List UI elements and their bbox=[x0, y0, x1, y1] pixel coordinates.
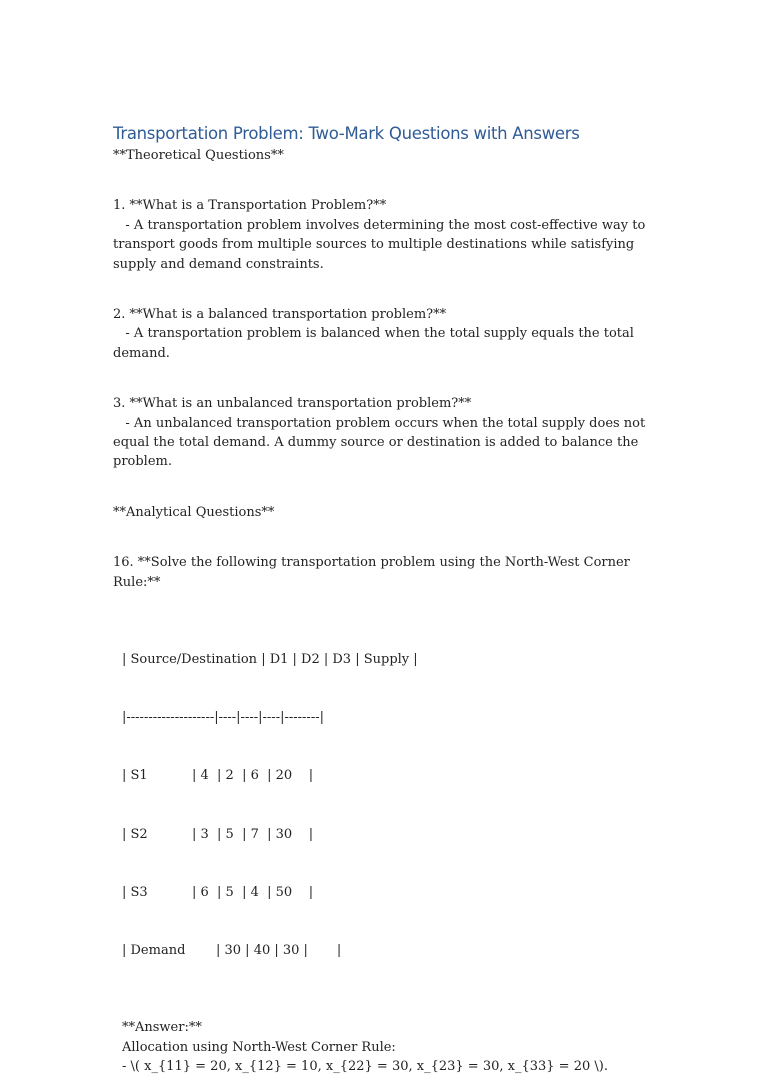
document-content bbox=[113, 122, 658, 1076]
answer-3: - An unbalanced transportation problem occurs when the total supply does not equal the total demand. A dummy source or destination is added to balance the problem. bbox=[113, 415, 650, 470]
answer-2: - A transportation problem is balanced when the total supply equals the total demand. bbox=[113, 326, 639, 361]
row-values: | 6 | 5 | 4 | 50 | bbox=[192, 884, 314, 900]
row-label: | S1 bbox=[122, 768, 148, 784]
question-2: 2. **What is a balanced transportation problem?** bbox=[113, 307, 447, 323]
answer-block bbox=[113, 1018, 658, 1076]
row-label: | Demand bbox=[122, 943, 186, 958]
question-1: 1. **What is a Transportation Problem?** bbox=[113, 198, 387, 214]
table-row bbox=[122, 766, 658, 785]
analytical-heading: **Analytical Questions** bbox=[113, 504, 275, 520]
table-header-row: | Source/Destination | D1 | D2 | D3 | Supply | bbox=[122, 651, 418, 667]
theoretical-heading: **Theoretical Questions** bbox=[113, 148, 284, 163]
row-label: | S3 bbox=[122, 884, 148, 900]
table-row bbox=[122, 825, 658, 844]
table-separator-row: |--------------------|----|----|----|--------| bbox=[122, 710, 324, 726]
document-title: Transportation Problem: Two-Mark Questions with Answers bbox=[113, 124, 580, 143]
answer-line-2: - \( x_{11} = 20, x_{12} = 10, x_{22} = 30, x_{23} = 30, x_{33} = 20 \). bbox=[122, 1059, 608, 1075]
question-3: 3. **What is an unbalanced transportation problem?** bbox=[113, 396, 472, 412]
cost-table bbox=[113, 611, 658, 999]
row-values: | 4 | 2 | 6 | 20 | bbox=[192, 768, 314, 784]
table-row bbox=[122, 883, 658, 902]
answer-line-1: Allocation using North-West Corner Rule: bbox=[122, 1039, 396, 1055]
row-values: | 30 | 40 | 30 | | bbox=[216, 943, 342, 958]
row-label: | S2 bbox=[122, 826, 148, 842]
row-values: | 3 | 5 | 7 | 30 | bbox=[192, 826, 314, 842]
question-16: 16. **Solve the following transportation problem using the North-West Corner Rule:** bbox=[113, 555, 635, 590]
answer-1: - A transportation problem involves determining the most cost-effective way to transport goods from multiple sources to multiple destinations while satisfying supply and demand constraints. bbox=[113, 217, 650, 272]
answer-label: **Answer:** bbox=[122, 1020, 202, 1036]
table-row bbox=[122, 941, 658, 960]
